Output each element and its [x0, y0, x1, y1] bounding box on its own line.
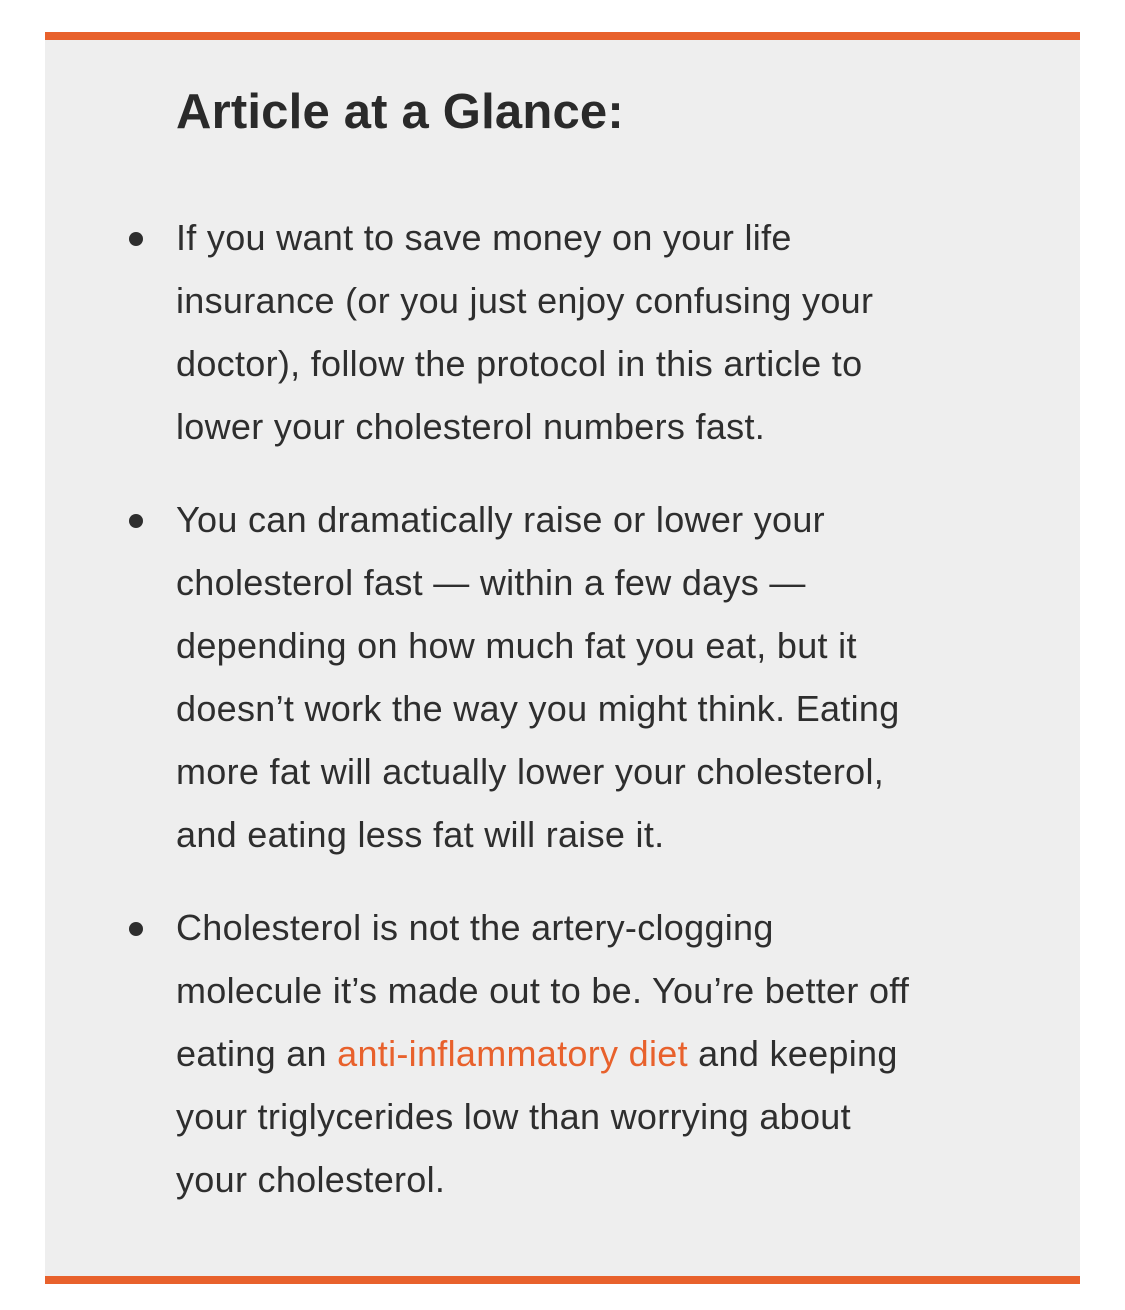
item-text-segment: eating an: [176, 1033, 338, 1074]
item-text-line-with-link: [176, 1022, 1070, 1085]
item-text-line: doesn’t work the way you might think. Eating: [176, 688, 900, 729]
item-text-segment: and keeping: [687, 1033, 898, 1074]
glance-bullet-list: [45, 206, 1080, 1241]
item-text-line: molecule it’s made out to be. You’re better off: [176, 970, 910, 1011]
item-text-line: more fat will actually lower your cholesterol,: [176, 751, 885, 792]
list-item: [45, 896, 1080, 1211]
bullet-icon: [129, 514, 143, 528]
item-text-line: cholesterol fast — within a few days —: [176, 562, 806, 603]
bullet-icon: [129, 232, 143, 246]
item-text-line: depending on how much fat you eat, but it: [176, 625, 857, 666]
list-item: [45, 488, 1080, 866]
item-text-line: lower your cholesterol numbers fast.: [176, 406, 766, 447]
item-text-line: You can dramatically raise or lower your: [176, 499, 825, 540]
anti-inflammatory-diet-link[interactable]: anti-inflammatory diet: [337, 1033, 688, 1074]
item-text-line: doctor), follow the protocol in this article to: [176, 343, 863, 384]
item-text-line: and eating less fat will raise it.: [176, 814, 665, 855]
item-text-line: your cholesterol.: [176, 1159, 446, 1200]
glance-title: Article at a Glance:: [176, 85, 624, 139]
article-at-a-glance-box: [45, 32, 1080, 1284]
item-text-line: Cholesterol is not the artery-clogging: [176, 907, 774, 948]
item-text-line: insurance (or you just enjoy confusing your: [176, 280, 874, 321]
bullet-icon: [129, 922, 143, 936]
item-text-line: If you want to save money on your life: [176, 217, 792, 258]
list-item: [45, 206, 1080, 458]
item-text-line: your triglycerides low than worrying about: [176, 1096, 851, 1137]
